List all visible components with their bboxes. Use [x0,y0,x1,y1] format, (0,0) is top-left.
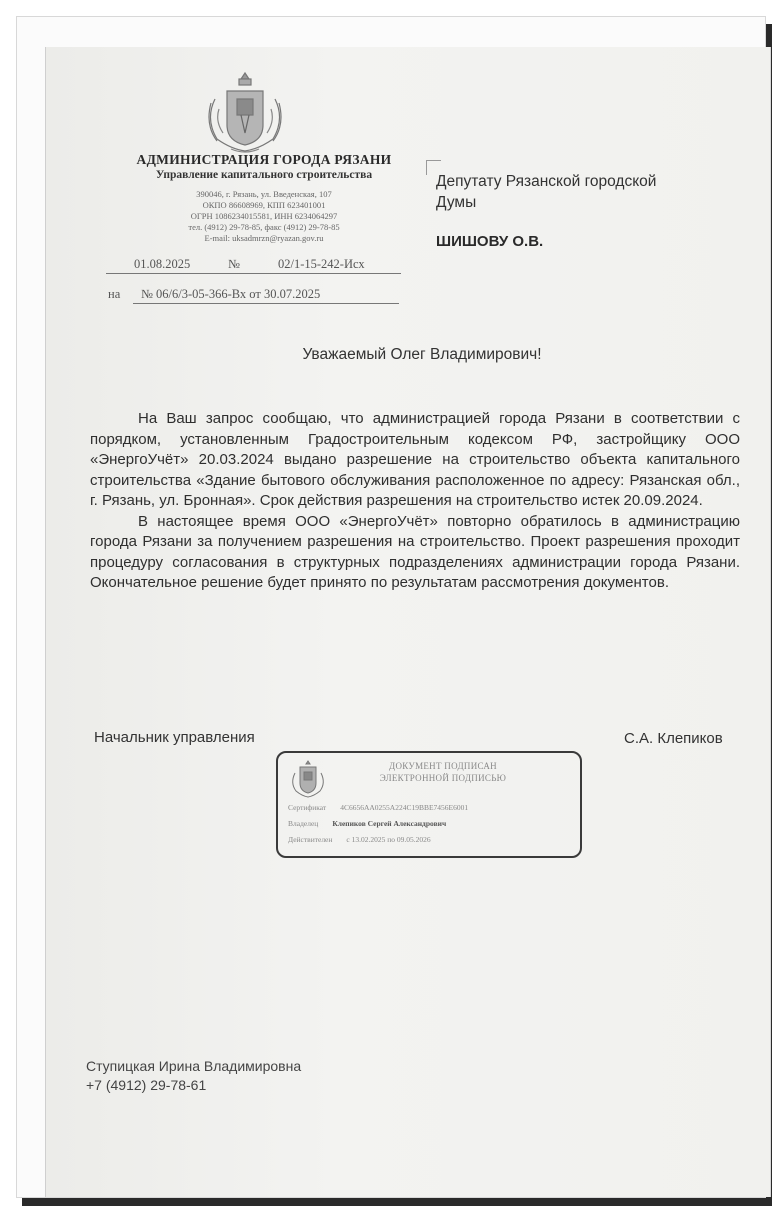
department-name: Управление капитального строительства [155,169,373,181]
reference-line [108,287,408,302]
stamp-title-line: ДОКУМЕНТ ПОДПИСАН [389,761,497,771]
reference-number: № 06/6/3-05-366-Вх от 30.07.2025 [133,287,399,304]
address-line: ОКПО 86608969, КПП 623401001 [202,200,326,210]
body-paragraph: В настоящее время ООО «ЭнергоУчёт» повторно обратилось в администрацию города Рязани за получением разрешения на строительство. Проект разрешения проходит процедуру согласования в структурных подразделениях администрации города Рязани. Окончательное решение будет принято по результатам рассмотрения документов. [90,512,740,591]
date-number-line [106,257,401,274]
signer-name: С.А. Клепиков [624,730,723,747]
stamp-certificate-row [288,803,468,812]
letter-body [90,409,740,594]
salutation: Уважаемый Олег Владимирович! [302,346,542,363]
address-line: ОГРН 1086234015581, ИНН 6234064297 [190,211,338,221]
document-date: 01.08.2025 [134,257,191,271]
address-line: тел. (4912) 29-78-85, факс (4912) 29-78-85 [188,222,340,232]
addressee-line: Депутату Рязанской городской [436,173,657,190]
executor-phone: +7 (4912) 29-78-61 [86,1077,207,1093]
owner-value: Клепиков Сергей Александрович [332,819,447,828]
validity-value: с 13.02.2025 по 09.05.2026 [346,835,431,844]
certificate-label: Сертификат [288,803,327,812]
body-paragraph: На Ваш запрос сообщаю, что администрацией города Рязани в соответствии с порядком, установленным Градостроительным кодексом РФ, застройщику ООО «ЭнергоУчёт» 20.03.2024 выдано разрешение на строительство объекта капитального строительства «Здание бытового обслуживания расположенное по адресу: Рязанская обл., г. Рязань, ул. Бронная». Срок действия разрешения на строительство истек 20.09.2024. [90,410,740,509]
stamp-owner-row [288,819,446,828]
stamp-validity-row [288,835,431,844]
address-line: 390046, г. Рязань, ул. Введенская, 107 [196,189,332,199]
requisites [104,189,424,244]
recipient-name: ШИШОВУ О.В. [436,233,544,250]
validity-label: Действителен [288,835,333,844]
certificate-value: 4C6656AA0255A224C19BBE7456E6001 [340,803,469,812]
reference-prefix: на [108,287,121,301]
stamp-coat-of-arms-icon [289,759,327,799]
coat-of-arms-icon [201,69,289,155]
signer-position: Начальник управления [94,729,255,746]
executor-name: Ступицкая Ирина Владимировна [86,1058,302,1074]
electronic-signature-stamp [276,751,582,858]
number-symbol: № [228,257,240,271]
addressee-line: Думы [436,194,477,211]
addressee-block [436,171,696,213]
stamp-title [338,760,548,784]
organization-name: АДМИНИСТРАЦИЯ ГОРОДА РЯЗАНИ [136,152,392,167]
letter-page [45,47,771,1197]
address-line: E-mail: uksadmrzn@ryazan.gov.ru [204,233,324,243]
stamp-title-line: ЭЛЕКТРОННОЙ ПОДПИСЬЮ [379,773,507,783]
owner-label: Владелец [288,819,319,828]
outgoing-number: 02/1-15-242-Исх [278,257,365,271]
photo-frame [16,16,766,1198]
